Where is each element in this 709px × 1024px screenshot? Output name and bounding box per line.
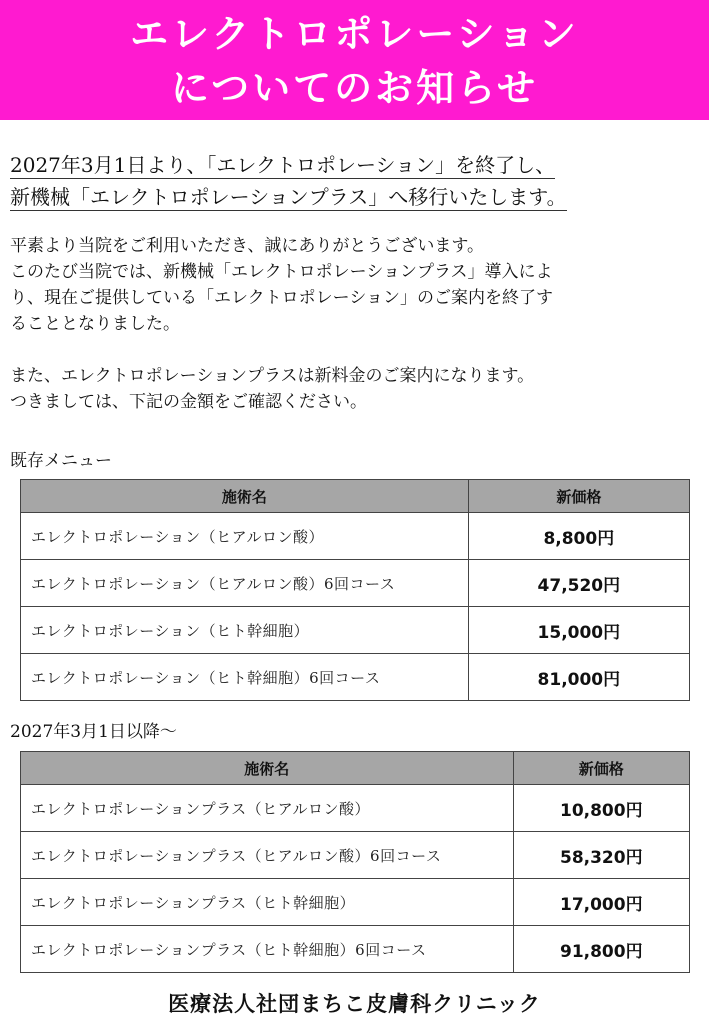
treatment-name: エレクトロポレーション（ヒアルロン酸）6回コース [21, 560, 469, 607]
table-row [21, 879, 690, 926]
body-para2-line2: つきましては、下記の金額をご確認ください。 [10, 392, 367, 412]
treatment-name: エレクトロポレーションプラス（ヒアルロン酸）6回コース [21, 832, 514, 879]
column-header-price: 新価格 [468, 480, 689, 513]
announcement-line1: 2027年3月1日より、「エレクトロポレーション」を終了し、 [10, 153, 556, 177]
header-banner [0, 0, 709, 120]
table-header-row [21, 480, 690, 513]
new-menu-label: 2027年3月1日以降～ [10, 722, 177, 742]
treatment-price: 10,800円 [513, 785, 689, 832]
body-para1-line2: このたび当院では、新機械「エレクトロポレーションプラス」導入によ [10, 262, 553, 282]
treatment-price: 17,000円 [513, 879, 689, 926]
table-row [21, 926, 690, 973]
table-row [21, 513, 690, 560]
column-header-name: 施術名 [21, 480, 469, 513]
treatment-name: エレクトロポレーション（ヒアルロン酸） [21, 513, 469, 560]
body-text [10, 233, 700, 415]
treatment-name: エレクトロポレーション（ヒト幹細胞） [21, 607, 469, 654]
treatment-price: 81,000円 [468, 654, 689, 701]
table-row [21, 654, 690, 701]
header-title-line2: についてのお知らせ [170, 66, 539, 110]
header-title-line1: エレクトロポレーション [130, 12, 579, 56]
table-header-row [21, 752, 690, 785]
new-menu-table [20, 751, 690, 973]
body-para1-line1: 平素より当院をご利用いただき、誠にありがとうございます。 [10, 236, 484, 256]
body-para1-line3: り、現在ご提供している「エレクトロポレーション」のご案内を終了す [10, 288, 553, 308]
existing-menu-label: 既存メニュー [10, 451, 112, 471]
column-header-name: 施術名 [21, 752, 514, 785]
body-para1-line4: ることとなりました。 [10, 314, 180, 334]
existing-menu-table [20, 479, 690, 701]
treatment-price: 15,000円 [468, 607, 689, 654]
table-row [21, 560, 690, 607]
body-para2-line1: また、エレクトロポレーションプラスは新料金のご案内になります。 [10, 366, 535, 386]
table-row [21, 785, 690, 832]
treatment-name: エレクトロポレーションプラス（ヒト幹細胞） [21, 879, 514, 926]
treatment-price: 47,520円 [468, 560, 689, 607]
announcement [10, 150, 680, 214]
treatment-price: 91,800円 [513, 926, 689, 973]
treatment-name: エレクトロポレーションプラス（ヒト幹細胞）6回コース [21, 926, 514, 973]
announcement-line2: 新機械「エレクトロポレーションプラス」へ移行いたします。 [10, 185, 567, 209]
treatment-price: 58,320円 [513, 832, 689, 879]
clinic-name: 医療法人社団まちこ皮膚科クリニック [168, 991, 541, 1016]
table-row [21, 607, 690, 654]
treatment-name: エレクトロポレーション（ヒト幹細胞）6回コース [21, 654, 469, 701]
treatment-price: 8,800円 [468, 513, 689, 560]
treatment-name: エレクトロポレーションプラス（ヒアルロン酸） [21, 785, 514, 832]
table-row [21, 832, 690, 879]
column-header-price: 新価格 [513, 752, 689, 785]
